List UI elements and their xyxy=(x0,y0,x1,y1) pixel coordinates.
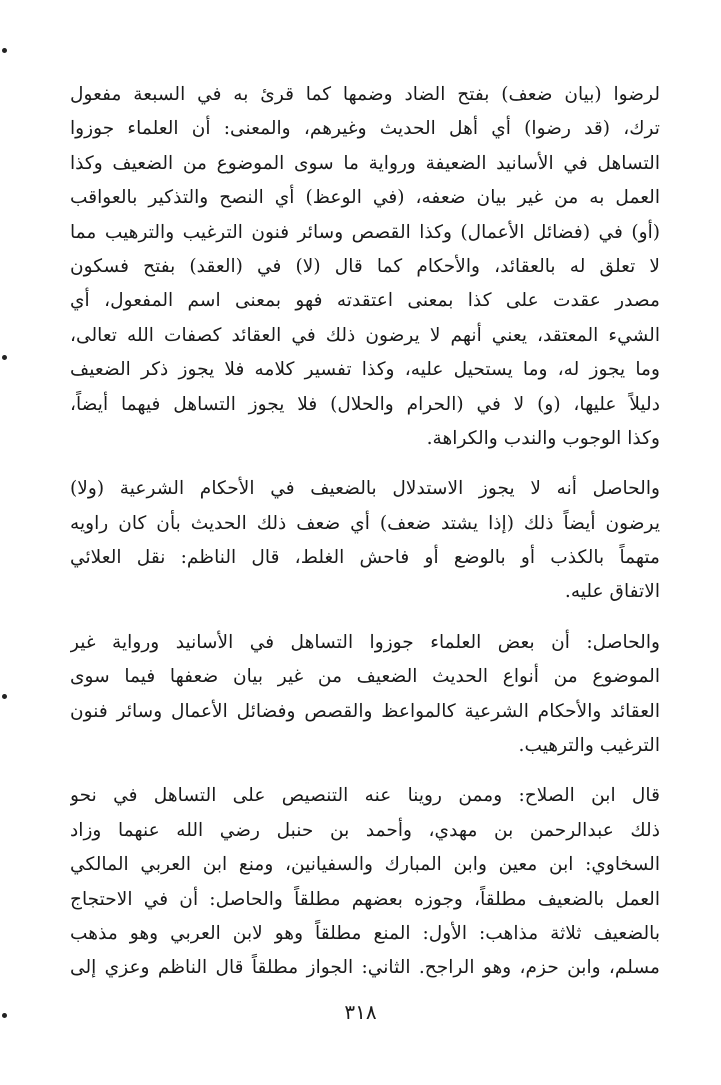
paragraph-gap xyxy=(70,763,660,779)
text-line: دليلاً عليها، (و) لا في (الحرام والحلال) فلا يجوز التساهل فيهما أيضاً، xyxy=(70,393,660,415)
text-line: والحاصل أنه لا يجوز الاستدلال بالضعيف في الأحكام الشرعية (ولا) xyxy=(70,478,660,500)
text-line: متهماً بالكذب أو بالوضع أو فاحش الغلط، قال الناظم: نقل العلائي xyxy=(70,547,660,569)
text-line: العمل به من غير بيان ضعفه، (في الوعظ) أي النصح والتذكير بالعواقب xyxy=(70,187,660,209)
text-line: وكذا الوجوب والندب والكراهة. xyxy=(426,427,660,449)
paragraph xyxy=(70,472,660,610)
paragraph-gap xyxy=(70,610,660,626)
text-line: لا تعلق له بالعقائد، والأحكام كما قال (لا) في (العقد) بفتح فسكون xyxy=(70,255,660,277)
page-body xyxy=(70,78,660,986)
paragraph xyxy=(70,78,660,456)
page-number: ٣١٨ xyxy=(344,1000,377,1024)
text-line: مصدر عقدت على كذا بمعنى اعتقدته فهو بمعنى اسم المفعول، أي xyxy=(70,290,660,312)
text-line: مسلم، وابن حزم، وهو الراجح. الثاني: الجواز مطلقاً قال الناظم وعزي إلى xyxy=(70,957,660,979)
text-line: يرضون أيضاً ذلك (إذا يشتد ضعف) أي ضعف ذلك الحديث بأن كان راويه xyxy=(70,512,660,534)
paragraph-gap xyxy=(70,456,660,472)
text-line: الشيء المعتقد، يعني أنهم لا يرضون ذلك في العقائد كصفات الله تعالى، xyxy=(70,324,660,346)
scan-dot-mark xyxy=(2,355,7,360)
text-line: السخاوي: ابن معين وابن المبارك والسفيانين، ومنع ابن العربي المالكي xyxy=(70,854,660,876)
text-line: التساهل في الأسانيد الضعيفة ورواية ما سوى الموضوع من الضعيف وكذا xyxy=(70,152,660,174)
scan-dot-mark xyxy=(2,1013,7,1018)
text-line: ذلك عبدالرحمن بن مهدي، وأحمد بن حنبل رضي الله عنهما وزاد xyxy=(70,819,660,841)
text-line: بالضعيف ثلاثة مذاهب: الأول: المنع مطلقاً وهو لابن العربي وهو مذهب xyxy=(70,922,660,944)
paragraph xyxy=(70,626,660,764)
text-line: الموضوع من أنواع الحديث الضعيف من غير بيان ضعفها فيما سوى xyxy=(70,666,660,688)
text-line: وما يجوز له، وما يستحيل عليه، وكذا تفسير كلامه فلا يجوز ذكر الضعيف xyxy=(70,359,660,381)
text-line: الاتفاق عليه. xyxy=(564,581,660,603)
paragraph xyxy=(70,779,660,985)
text-line: والحاصل: أن بعض العلماء جوزوا التساهل في الأسانيد ورواية غير xyxy=(70,631,660,653)
text-line: (أو) في (فضائل الأعمال) وكذا القصص وسائر فنون الترغيب والترهيب مما xyxy=(70,221,660,243)
text-line: لرضوا (بيان ضعف) بفتح الضاد وضمها كما قرئ به في السبعة مفعول xyxy=(70,84,660,105)
text-line: قال ابن الصلاح: وممن روينا عنه التنصيص على التساهل في نحو xyxy=(70,785,660,807)
text-line: العمل بالضعيف مطلقاً، وجوزه بعضهم مطلقاً والحاصل: أن في الاحتجاج xyxy=(70,888,660,910)
scan-dot-mark xyxy=(2,694,7,699)
text-line: ترك، (قد رضوا) أي أهل الحديث وغيرهم، والمعنى: أن العلماء جوزوا xyxy=(70,118,660,140)
text-line: الترغيب والترهيب. xyxy=(518,735,660,757)
text-line: العقائد والأحكام الشرعية كالمواعظ والقصص وفضائل الأعمال وسائر فنون xyxy=(70,700,660,722)
scan-dot-mark xyxy=(2,48,7,53)
